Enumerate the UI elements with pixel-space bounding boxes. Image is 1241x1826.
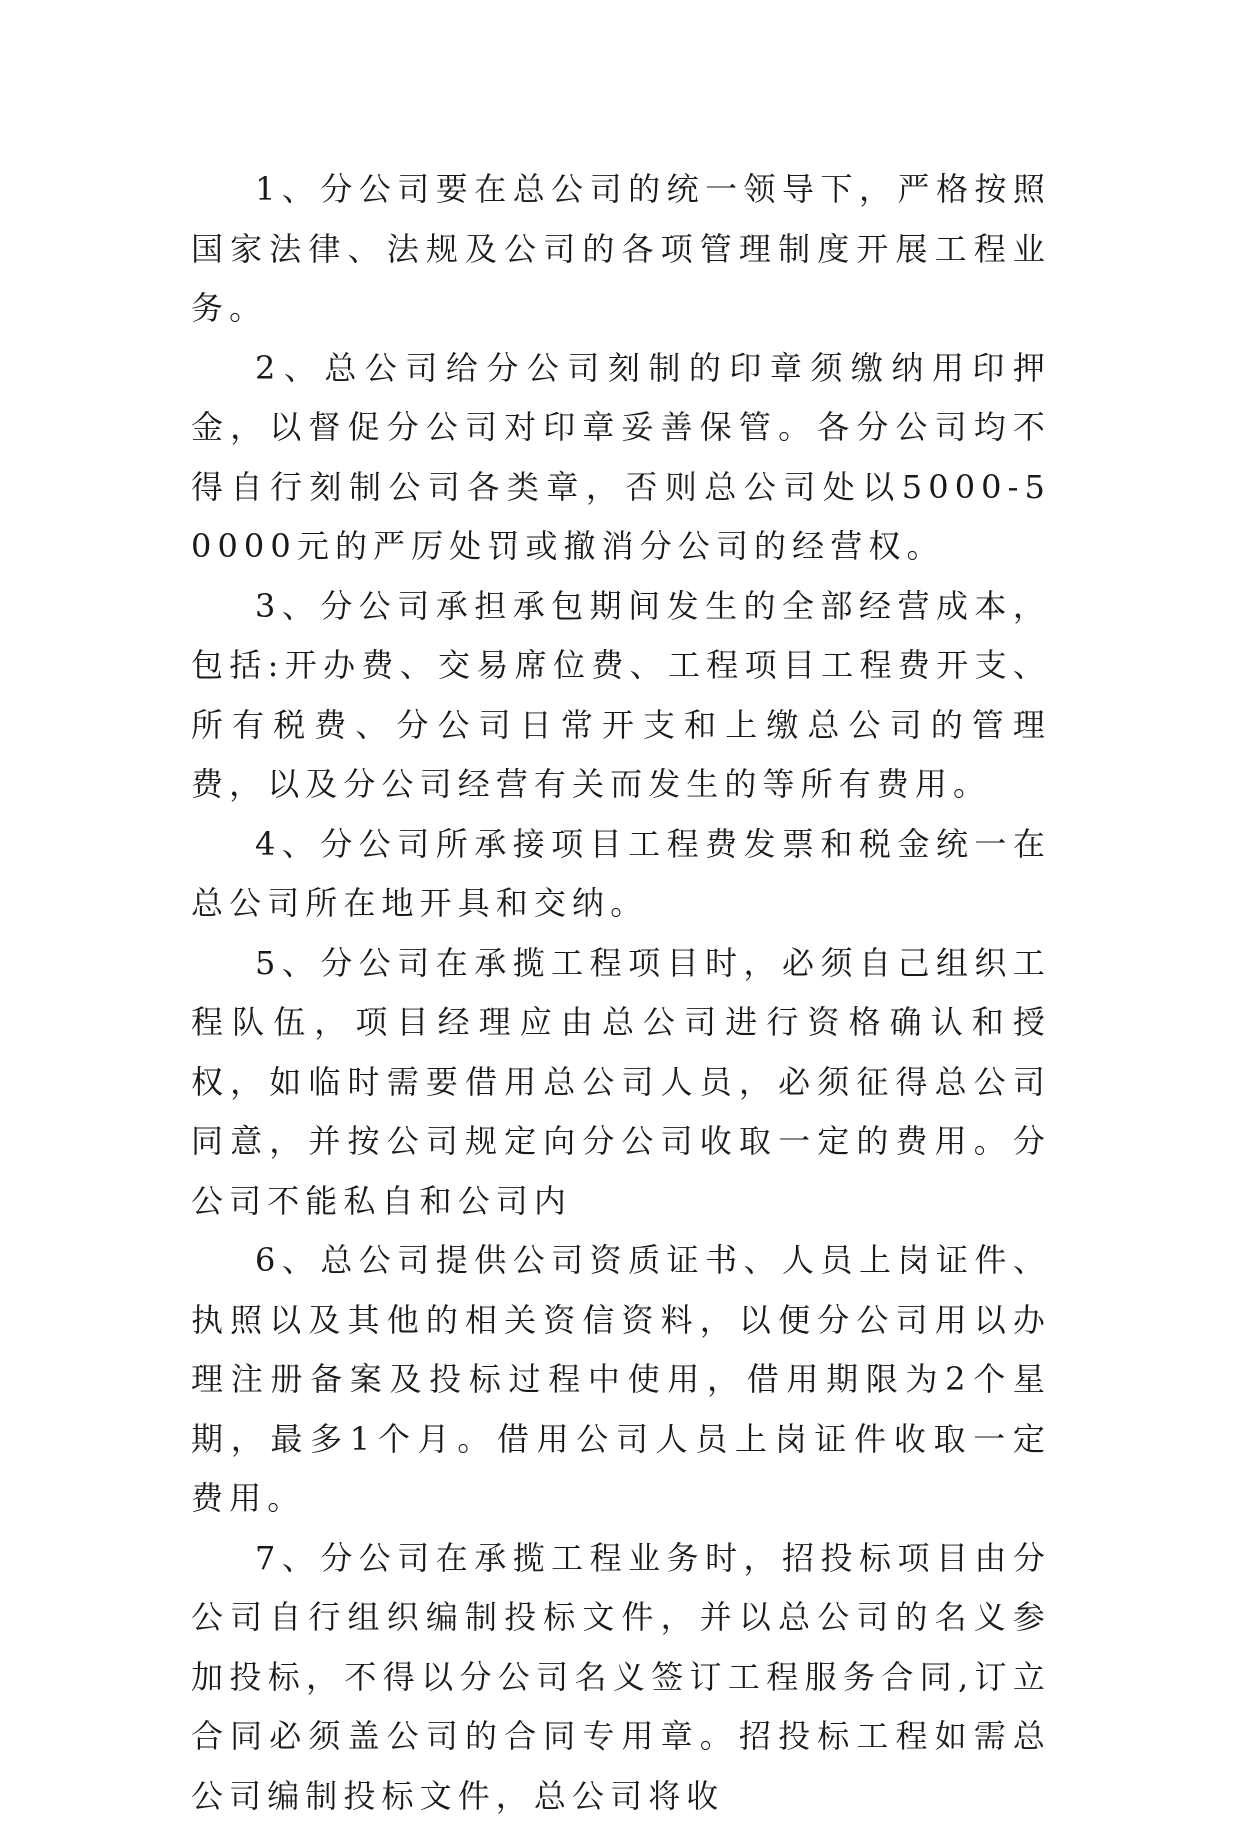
paragraph-6: 6、总公司提供公司资质证书、人员上岗证件、执照以及其他的相关资信资料，以便分公司用以办理注册备案及投标过程中使用，借用期限为2个星期，最多1个月。借用公司人员上岗证件收取一定费用。 [191,1231,1051,1529]
paragraph-1: 1、分公司要在总公司的统一领导下，严格按照国家法律、法规及公司的各项管理制度开展工程业务。 [191,160,1051,339]
document-body [191,160,1051,1826]
paragraph-5: 5、分公司在承揽工程项目时，必须自己组织工程队伍，项目经理应由总公司进行资格确认和授权，如临时需要借用总公司人员，必须征得总公司同意，并按公司规定向分公司收取一定的费用。分公司不能私自和公司内 [191,934,1051,1232]
paragraph-4: 4、分公司所承接项目工程费发票和税金统一在总公司所在地开具和交纳。 [191,815,1051,934]
paragraph-2: 2、总公司给分公司刻制的印章须缴纳用印押金，以督促分公司对印章妥善保管。各分公司均不得自行刻制公司各类章，否则总公司处以5000-50000元的严厉处罚或撤消分公司的经营权。 [191,339,1051,577]
paragraph-7: 7、分公司在承揽工程业务时，招投标项目由分公司自行组织编制投标文件，并以总公司的名义参加投标，不得以分公司名义签订工程服务合同,订立合同必须盖公司的合同专用章。招投标工程如需总公司编制投标文件，总公司将收 [191,1529,1051,1826]
paragraph-3: 3、分公司承担承包期间发生的全部经营成本，包括:开办费、交易席位费、工程项目工程费开支、所有税费、分公司日常开支和上缴总公司的管理费，以及分公司经营有关而发生的等所有费用。 [191,577,1051,815]
